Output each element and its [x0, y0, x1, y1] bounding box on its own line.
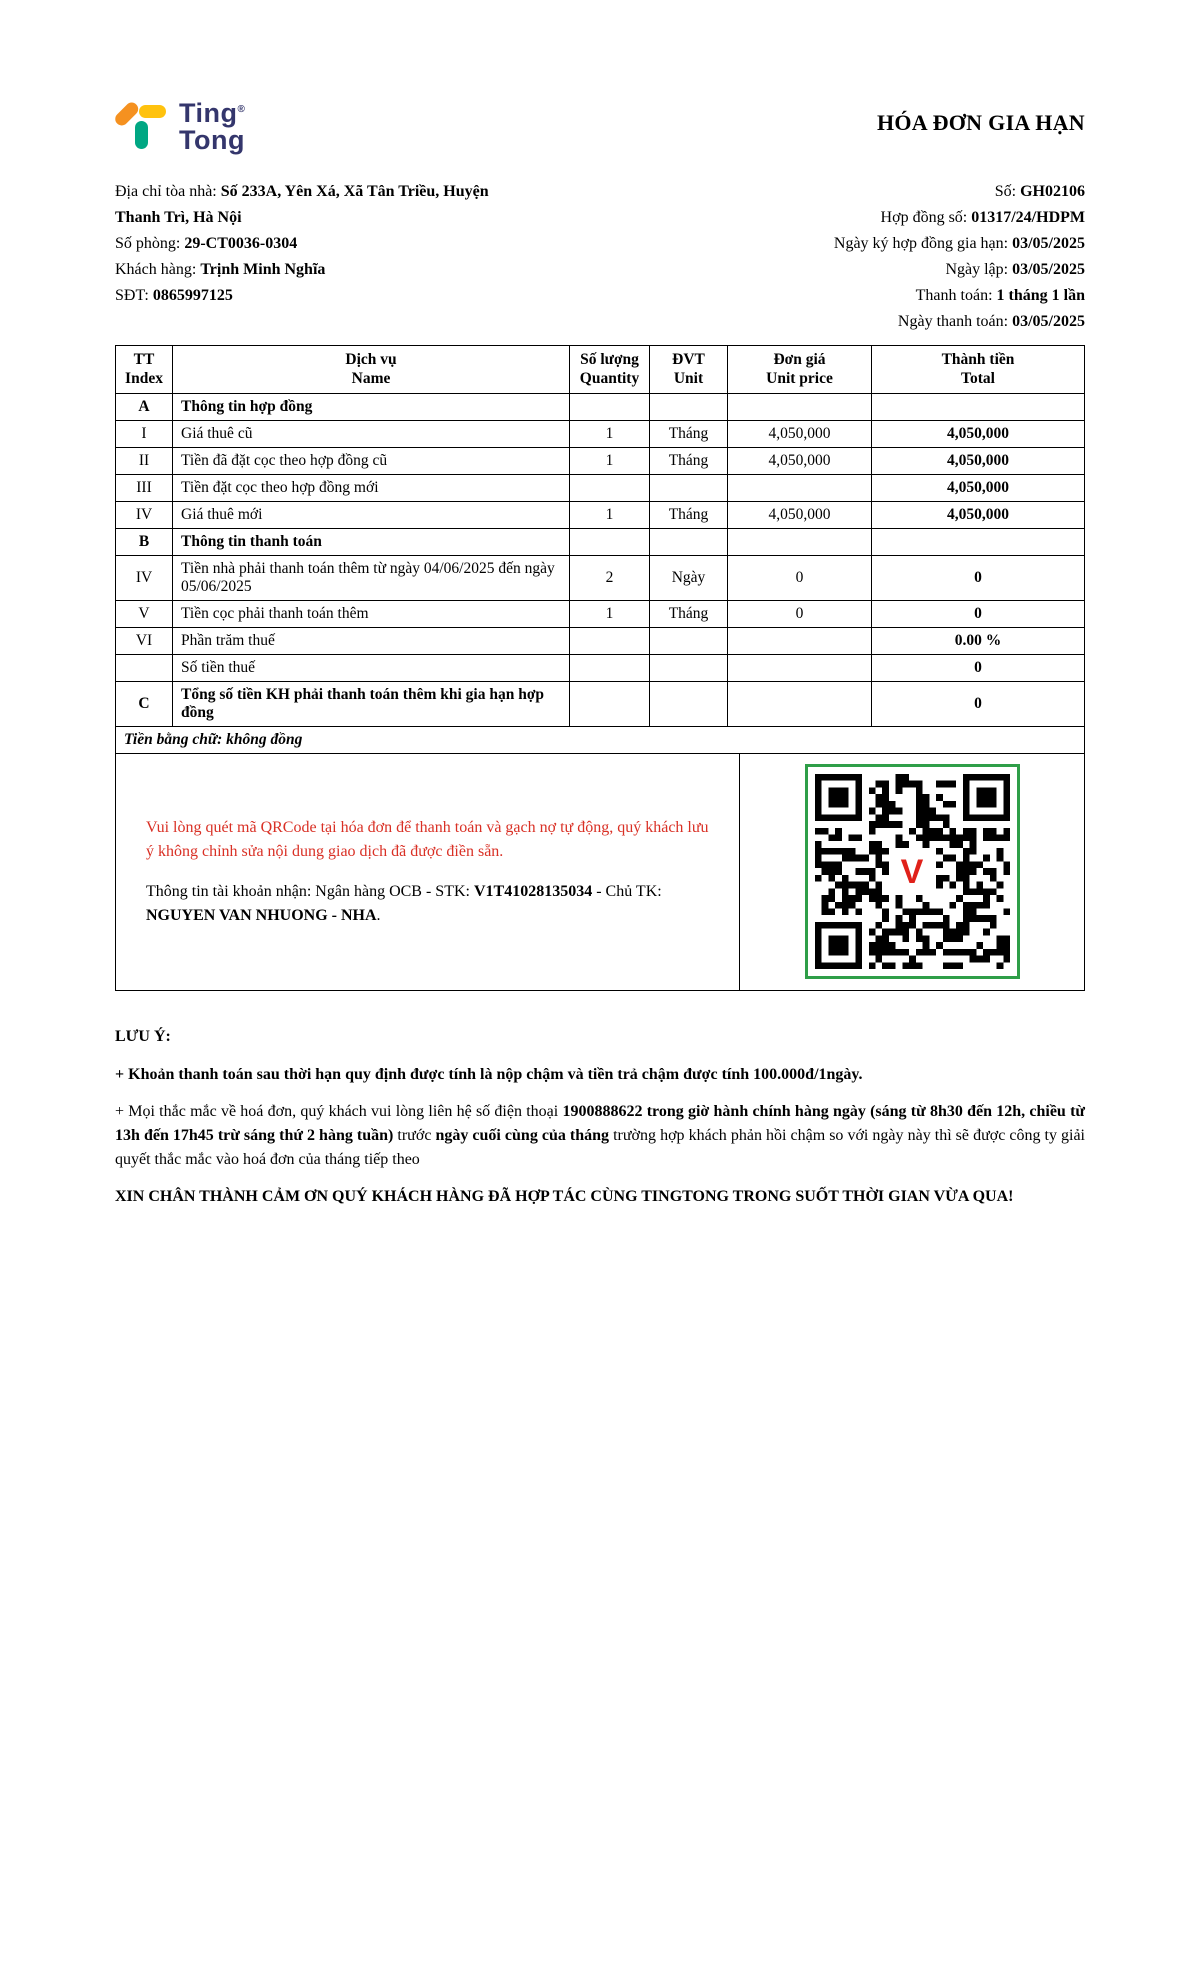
info-left: [115, 179, 515, 335]
info-value: 03/05/2025: [1012, 261, 1085, 278]
info-section: [115, 179, 1085, 335]
info-value: 0865997125: [152, 287, 233, 304]
qr-section: [115, 754, 1085, 991]
table-cell: [570, 393, 650, 420]
info-right: [834, 179, 1085, 335]
table-cell: 1: [570, 600, 650, 627]
amount-in-words-row: [116, 726, 1085, 753]
text-segment: 1900888622 trong giờ hành chính hàng ngày (sáng từ 8h30 đến 12h, chiều từ 13h đến 17h45 trừ sáng thứ 2 hàng tuần): [115, 1102, 1085, 1144]
table-cell: Giá thuê mới: [173, 501, 570, 528]
table-cell: IV: [116, 555, 173, 600]
document-title: HÓA ĐƠN GIA HẠN: [876, 110, 1085, 135]
qr-cell: [739, 754, 1084, 990]
table-cell: 0: [872, 555, 1085, 600]
info-row: [115, 283, 515, 309]
info-value: Trịnh Minh Nghĩa: [200, 261, 326, 278]
table-cell: C: [116, 681, 173, 726]
table-cell: Giá thuê cũ: [173, 420, 570, 447]
table-cell: [872, 393, 1085, 420]
table-cell: [728, 393, 872, 420]
column-header: Đơn giá Unit price: [728, 346, 872, 394]
table-cell: Tiền nhà phải thanh toán thêm từ ngày 04/06/2025 đến ngày 05/06/2025: [173, 555, 570, 600]
text-segment: V1T41028135034: [473, 882, 593, 900]
text-segment: NGUYEN VAN NHUONG - NHA: [146, 906, 377, 924]
header: [115, 96, 1085, 157]
table-cell: 0: [728, 600, 872, 627]
text-segment: Thông tin tài khoản nhận: Ngân hàng OCB - STK:: [146, 882, 474, 900]
info-row: [115, 257, 515, 283]
table-cell: III: [116, 474, 173, 501]
info-row: [834, 257, 1085, 283]
text-segment: + Khoản thanh toán sau thời hạn quy định được tính là nộp chậm và tiền trả chậm được tính 100.000đ/1ngày.: [115, 1065, 863, 1083]
qr-logo-letter: V: [900, 852, 924, 891]
table-cell: Phần trăm thuế: [173, 627, 570, 654]
info-label: Ngày ký hợp đồng gia hạn:: [833, 235, 1013, 252]
registered-mark: ®: [237, 104, 246, 116]
table-cell: A: [116, 393, 173, 420]
qr-account-line: [146, 880, 709, 928]
info-value: 01317/24/HDPM: [971, 209, 1085, 226]
info-label: SĐT:: [115, 287, 153, 304]
table-cell: [728, 474, 872, 501]
table-cell: [650, 654, 728, 681]
table-row: [116, 393, 1085, 420]
table-cell: Tháng: [650, 600, 728, 627]
table-cell: 1: [570, 501, 650, 528]
table-row: [116, 420, 1085, 447]
text-segment: + Mọi thắc mắc về hoá đơn, quý khách vui lòng liên hệ số điện thoại: [115, 1102, 563, 1120]
table-cell: [728, 528, 872, 555]
table-cell: [570, 681, 650, 726]
tingtong-logo-icon: [115, 96, 169, 157]
table-cell: 4,050,000: [872, 501, 1085, 528]
column-header: Số lượng Quantity: [570, 346, 650, 394]
info-label: Hợp đồng số:: [880, 209, 972, 226]
table-row: [116, 654, 1085, 681]
brand-line1: Ting: [179, 98, 238, 129]
info-value: GH02106: [1020, 183, 1085, 200]
table-cell: [650, 627, 728, 654]
column-header: ĐVT Unit: [650, 346, 728, 394]
table-cell: 0: [872, 654, 1085, 681]
info-row: [834, 283, 1085, 309]
table-cell: [872, 528, 1085, 555]
text-segment: ngày cuối cùng của tháng: [435, 1126, 610, 1144]
table-cell: 4,050,000: [872, 420, 1085, 447]
table-cell: 0.00 %: [872, 627, 1085, 654]
info-label: Địa chỉ tòa nhà:: [115, 183, 221, 200]
tingtong-logo: [115, 96, 245, 157]
amount-in-words: Tiền bằng chữ: không đồng: [116, 726, 1085, 753]
table-cell: 4,050,000: [872, 474, 1085, 501]
info-row: [115, 179, 515, 231]
table-cell: V: [116, 600, 173, 627]
table-row: [116, 681, 1085, 726]
table-cell: Tiền đã đặt cọc theo hợp đồng cũ: [173, 447, 570, 474]
table-cell: [570, 654, 650, 681]
table-cell: Thông tin thanh toán: [173, 528, 570, 555]
table-cell: Tháng: [650, 501, 728, 528]
table-cell: [570, 528, 650, 555]
info-row: [834, 231, 1085, 257]
table-cell: [570, 474, 650, 501]
column-header: TT Index: [116, 346, 173, 394]
table-cell: [650, 681, 728, 726]
table-cell: [570, 627, 650, 654]
table-row: [116, 600, 1085, 627]
table-cell: 4,050,000: [872, 447, 1085, 474]
table-cell: 4,050,000: [728, 501, 872, 528]
closing-thanks: XIN CHÂN THÀNH CẢM ƠN QUÝ KHÁCH HÀNG ĐÃ HỢP TÁC CÙNG TINGTONG TRONG SUỐT THỜI GIAN VỪA QUA!: [115, 1187, 1014, 1205]
text-segment: trước: [393, 1126, 436, 1144]
info-row: [834, 309, 1085, 335]
table-cell: [650, 474, 728, 501]
info-row: [115, 231, 515, 257]
table-cell: [728, 627, 872, 654]
column-header: Dịch vụ Name: [173, 346, 570, 394]
table-cell: II: [116, 447, 173, 474]
brand-text: [179, 100, 245, 153]
table-cell: [728, 654, 872, 681]
table-cell: Tháng: [650, 420, 728, 447]
column-header: Thành tiền Total: [872, 346, 1085, 394]
info-row: [834, 179, 1085, 205]
table-cell: 0: [872, 681, 1085, 726]
table-cell: Thông tin hợp đồng: [173, 393, 570, 420]
table-row: [116, 555, 1085, 600]
notes-heading: LƯU Ý:: [115, 1027, 171, 1045]
notes-section: [115, 1025, 1085, 1209]
info-label: Khách hàng:: [115, 261, 201, 278]
qr-frame: [805, 764, 1020, 979]
info-label: Ngày thanh toán:: [897, 313, 1013, 330]
note-contact: [115, 1100, 1085, 1172]
info-label: Số phòng:: [115, 235, 185, 252]
info-row: [834, 205, 1085, 231]
table-cell: 0: [728, 555, 872, 600]
text-segment: trường hợp khách phản hồi chậm so với ngày này thì sẽ được công ty giải quyết thắc mắc vào hoá đơn của tháng tiếp theo: [115, 1126, 1085, 1168]
table-cell: I: [116, 420, 173, 447]
info-value: 1 tháng 1 lần: [996, 287, 1085, 304]
info-value: Số 233A, Yên Xá, Xã Tân Triều, Huyện Thanh Trì, Hà Nội: [115, 183, 489, 226]
text-segment: - Chủ TK:: [592, 882, 662, 900]
table-cell: IV: [116, 501, 173, 528]
table-cell: B: [116, 528, 173, 555]
info-label: Thanh toán:: [915, 287, 997, 304]
table-cell: Số tiền thuế: [173, 654, 570, 681]
table-cell: Tiền đặt cọc theo hợp đồng mới: [173, 474, 570, 501]
table-cell: VI: [116, 627, 173, 654]
info-value: 03/05/2025: [1012, 235, 1085, 252]
table-cell: [650, 393, 728, 420]
table-cell: Tổng số tiền KH phải thanh toán thêm khi gia hạn hợp đồng: [173, 681, 570, 726]
table-row: [116, 474, 1085, 501]
info-value: 29-CT0036-0304: [184, 235, 298, 252]
qr-center-logo: [889, 849, 935, 895]
note-late-payment: [115, 1063, 1085, 1087]
table-cell: Ngày: [650, 555, 728, 600]
invoice-table-body: [116, 393, 1085, 726]
table-row: [116, 501, 1085, 528]
table-cell: 0: [872, 600, 1085, 627]
table-header-row: [116, 346, 1085, 394]
table-cell: [650, 528, 728, 555]
table-row: [116, 627, 1085, 654]
info-label: Số:: [994, 183, 1021, 200]
table-row: [116, 528, 1085, 555]
table-cell: 1: [570, 420, 650, 447]
qr-instructions: [116, 754, 739, 990]
table-cell: Tháng: [650, 447, 728, 474]
info-value: 03/05/2025: [1012, 313, 1085, 330]
table-cell: 2: [570, 555, 650, 600]
info-label: Ngày lập:: [945, 261, 1013, 278]
table-row: [116, 447, 1085, 474]
table-cell: [728, 681, 872, 726]
brand-line2: Tong: [179, 124, 245, 155]
invoice-table: [115, 345, 1085, 754]
qr-red-note: Vui lòng quét mã QRCode tại hóa đơn để thanh toán và gạch nợ tự động, quý khách lưu ý không chỉnh sửa nội dung giao dịch đã được điền sẵn.: [146, 818, 709, 860]
table-cell: Tiền cọc phải thanh toán thêm: [173, 600, 570, 627]
table-cell: [116, 654, 173, 681]
table-cell: 4,050,000: [728, 420, 872, 447]
table-cell: 4,050,000: [728, 447, 872, 474]
table-cell: 1: [570, 447, 650, 474]
text-segment: .: [376, 906, 381, 924]
